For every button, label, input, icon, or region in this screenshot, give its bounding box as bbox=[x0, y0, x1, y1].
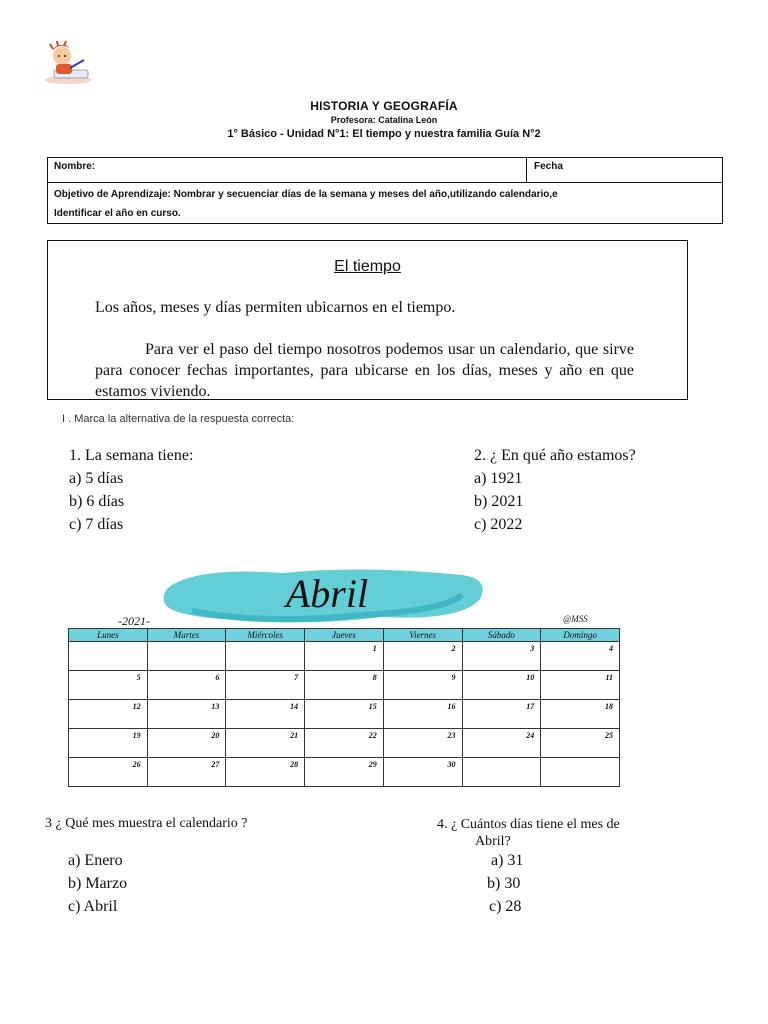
calendar-day-cell: 23 bbox=[383, 729, 462, 758]
question-1-option-c[interactable]: c) 7 días bbox=[69, 516, 124, 533]
question-2-option-b[interactable]: b) 2021 bbox=[474, 493, 524, 510]
weekday-header: Viernes bbox=[383, 629, 462, 642]
learning-objective bbox=[54, 185, 718, 223]
calendar-day-cell: 6 bbox=[147, 671, 226, 700]
weekday-header: Lunes bbox=[69, 629, 148, 642]
objective-line-2: Identificar el año en curso. bbox=[54, 208, 181, 219]
calendar-day-cell: 22 bbox=[305, 729, 384, 758]
calendar-day-cell: 20 bbox=[147, 729, 226, 758]
calendar-day-cell bbox=[147, 642, 226, 671]
question-1-option-b[interactable]: b) 6 días bbox=[69, 493, 125, 510]
calendar-day-cell: 8 bbox=[305, 671, 384, 700]
question-4-options bbox=[487, 849, 523, 918]
weekday-header: Jueves bbox=[305, 629, 384, 642]
question-2-option-a[interactable]: a) 1921 bbox=[474, 470, 523, 487]
question-3-options bbox=[68, 849, 127, 918]
weekday-header-row bbox=[69, 629, 620, 642]
calendar-day-cell: 4 bbox=[541, 642, 620, 671]
intro-paragraph-2: Para ver el paso del tiempo nosotros podemos usar un calendario, que sirve para conocer fechas importantes, para ubicarse en los días, meses y año en que estamos viviendo. bbox=[95, 341, 634, 400]
calendar-day-cell: 14 bbox=[226, 700, 305, 729]
question-2-option-c[interactable]: c) 2022 bbox=[474, 516, 523, 533]
calendar-day-cell bbox=[226, 642, 305, 671]
calendar-day-cell: 1 bbox=[305, 642, 384, 671]
weekday-header: Sábado bbox=[462, 629, 541, 642]
question-3-option-b[interactable]: b) Marzo bbox=[68, 875, 128, 892]
calendar-month-title: Abril bbox=[285, 571, 369, 616]
question-1-text: 1. La semana tiene: bbox=[69, 447, 194, 464]
calendar-day-cell: 9 bbox=[383, 671, 462, 700]
calendar-day-cell bbox=[462, 758, 541, 787]
child-writing-icon bbox=[40, 40, 96, 86]
calendar-week-row bbox=[69, 758, 620, 787]
question-4-option-b[interactable]: b) 30 bbox=[487, 875, 521, 892]
calendar-day-cell: 26 bbox=[69, 758, 148, 787]
question-4-text bbox=[437, 816, 620, 850]
calendar-week-row bbox=[69, 729, 620, 758]
weekday-header: Miércoles bbox=[226, 629, 305, 642]
calendar-day-cell: 25 bbox=[541, 729, 620, 758]
question-2 bbox=[474, 444, 636, 536]
question-3-option-a[interactable]: a) Enero bbox=[68, 852, 123, 869]
intro-paragraph-1: Los años, meses y días permiten ubicarnos en el tiempo. bbox=[95, 299, 456, 316]
subject-title: HISTORIA Y GEOGRAFÍA bbox=[310, 99, 458, 113]
april-calendar bbox=[68, 628, 620, 787]
calendar-day-cell: 13 bbox=[147, 700, 226, 729]
calendar-day-cell: 16 bbox=[383, 700, 462, 729]
calendar-day-cell: 28 bbox=[226, 758, 305, 787]
calendar-month-banner bbox=[162, 565, 492, 631]
calendar-day-cell: 10 bbox=[462, 671, 541, 700]
calendar-day-cell: 24 bbox=[462, 729, 541, 758]
objective-line-1: Objetivo de Aprendizaje: Nombrar y secuenciar días de la semana y meses del año,utilizando calendario,e bbox=[54, 189, 558, 200]
question-1 bbox=[69, 444, 193, 536]
weekday-header: Domingo bbox=[541, 629, 620, 642]
name-label: Nombre: bbox=[54, 161, 96, 172]
calendar-watermark: @MSS bbox=[563, 614, 588, 624]
calendar-day-cell: 11 bbox=[541, 671, 620, 700]
calendar-day-cell: 5 bbox=[69, 671, 148, 700]
calendar-day-cell bbox=[69, 642, 148, 671]
question-4-line-1: 4. ¿ Cuántos días tiene el mes de bbox=[437, 817, 620, 832]
question-4-option-c[interactable]: c) 28 bbox=[489, 898, 522, 915]
student-info-table bbox=[47, 157, 723, 224]
teacher-name: Profesora: Catalina León bbox=[330, 115, 438, 125]
question-4-line-2: Abril? bbox=[475, 834, 511, 849]
calendar-day-cell: 21 bbox=[226, 729, 305, 758]
calendar-week-row bbox=[69, 671, 620, 700]
question-2-text: 2. ¿ En qué año estamos? bbox=[474, 447, 636, 464]
calendar-day-cell: 3 bbox=[462, 642, 541, 671]
calendar-day-cell: 19 bbox=[69, 729, 148, 758]
calendar-day-cell: 30 bbox=[383, 758, 462, 787]
calendar-day-cell: 15 bbox=[305, 700, 384, 729]
calendar-day-cell: 27 bbox=[147, 758, 226, 787]
calendar-day-cell: 29 bbox=[305, 758, 384, 787]
date-label: Fecha bbox=[534, 161, 563, 172]
instruction: I . Marca la alternativa de la respuesta correcta: bbox=[62, 413, 295, 425]
calendar-day-cell: 2 bbox=[383, 642, 462, 671]
intro-title: El tiempo bbox=[334, 258, 401, 275]
calendar-day-cell: 18 bbox=[541, 700, 620, 729]
question-1-option-a[interactable]: a) 5 días bbox=[69, 470, 124, 487]
calendar-week-row bbox=[69, 642, 620, 671]
calendar-day-cell: 7 bbox=[226, 671, 305, 700]
calendar-day-cell: 12 bbox=[69, 700, 148, 729]
calendar-week-row bbox=[69, 700, 620, 729]
calendar-day-cell bbox=[541, 758, 620, 787]
question-3-text: 3 ¿ Qué mes muestra el calendario ? bbox=[45, 816, 248, 831]
weekday-header: Martes bbox=[147, 629, 226, 642]
course-line: 1° Básico - Unidad N°1: El tiempo y nuestra familia Guía N°2 bbox=[227, 128, 541, 140]
question-4-option-a[interactable]: a) 31 bbox=[491, 852, 524, 869]
calendar-day-cell: 17 bbox=[462, 700, 541, 729]
calendar-year: -2021- bbox=[118, 614, 150, 628]
question-3-option-c[interactable]: c) Abril bbox=[68, 898, 118, 915]
